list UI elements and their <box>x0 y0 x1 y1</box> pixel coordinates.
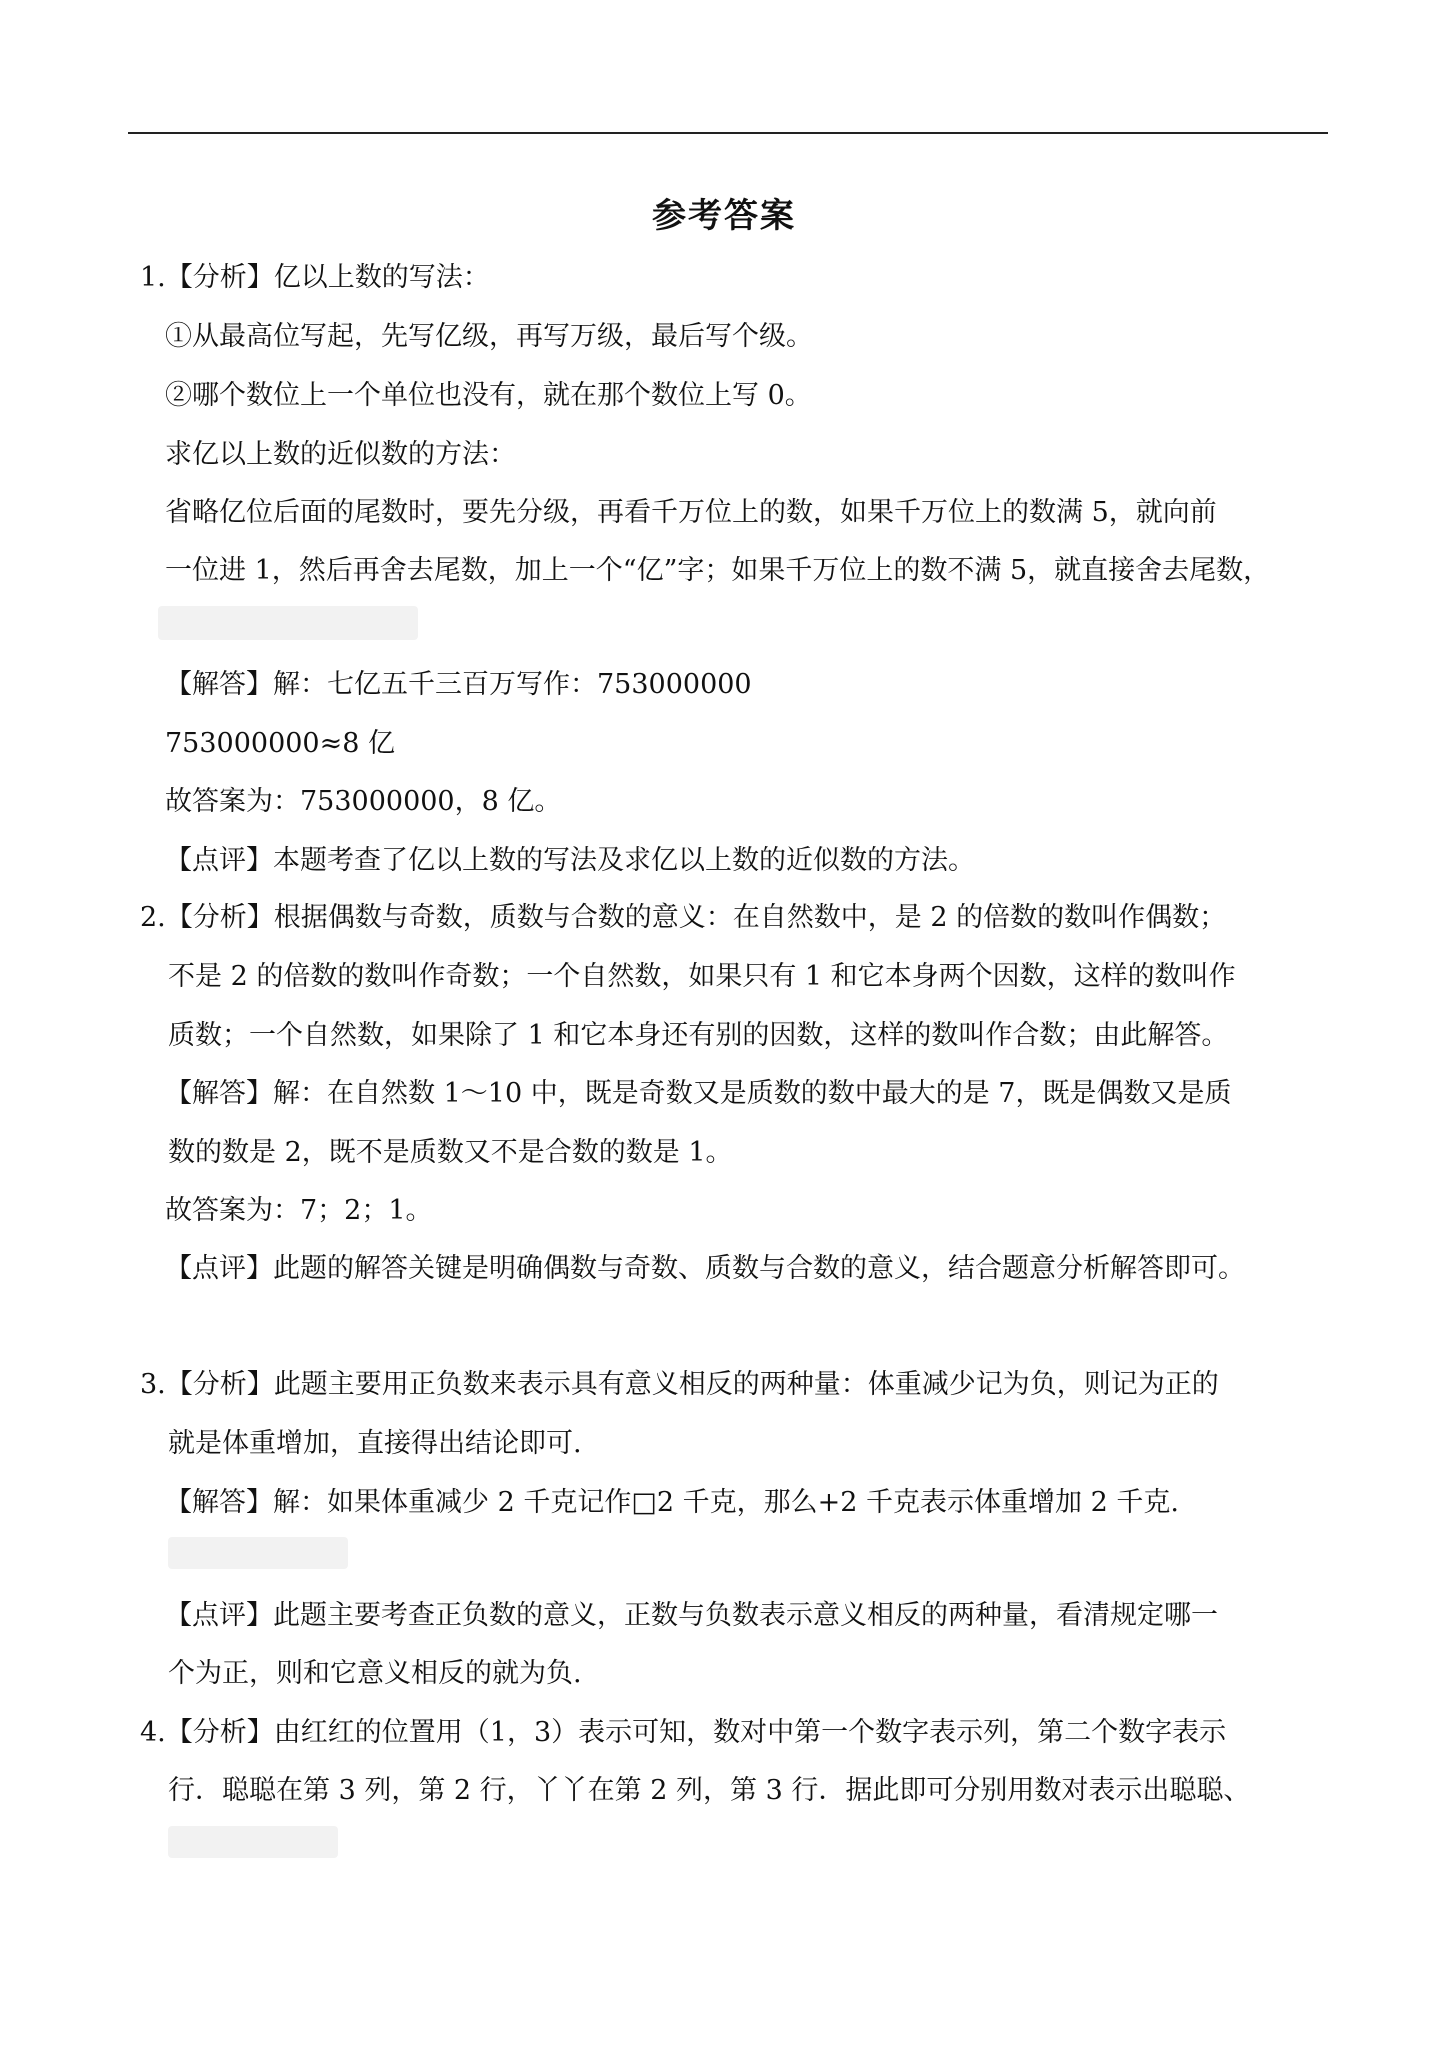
q1-answer-line: 故答案为：753000000，8 亿。 <box>165 786 562 817</box>
q1-analysis-line: 求亿以上数的近似数的方法： <box>165 439 516 470</box>
q2-answer-line: 【解答】解：在自然数 1～10 中，既是奇数又是质数的数中最大的是 7，既是偶数又是质 <box>165 1078 1232 1109</box>
q1-analysis-heading: 1.【分析】亿以上数的写法： <box>140 262 490 293</box>
q2-analysis-heading: 2.【分析】根据偶数与奇数，质数与合数的意义：在自然数中，是 2 的倍数的数叫作偶数； <box>140 902 1227 933</box>
q3-analysis-heading: 3.【分析】此题主要用正负数来表示具有意义相反的两种量：体重减少记为负，则记为正的 <box>140 1369 1219 1400</box>
header-rule <box>128 132 1328 134</box>
faded-text-region <box>158 606 418 640</box>
q3-analysis-line: 就是体重增加，直接得出结论即可. <box>168 1428 582 1459</box>
q3-comment-line: 个为正，则和它意义相反的就为负. <box>168 1658 582 1689</box>
q1-analysis-line: ②哪个数位上一个单位也没有，就在那个数位上写 0。 <box>165 380 812 411</box>
q3-answer-line: 【解答】解：如果体重减少 2 千克记作□2 千克，那么+2 千克表示体重增加 2 千克. <box>165 1487 1179 1518</box>
page-title: 参考答案 <box>652 196 796 236</box>
q1-answer-line: 【解答】解：七亿五千三百万写作：753000000 <box>165 669 752 700</box>
q2-analysis-line: 质数；一个自然数，如果除了 1 和它本身还有别的因数，这样的数叫作合数；由此解答。 <box>168 1020 1229 1051</box>
q1-answer-line: 753000000≈8 亿 <box>165 728 395 759</box>
q1-analysis-line: 省略亿位后面的尾数时，要先分级，再看千万位上的数，如果千万位上的数满 5，就向前 <box>165 497 1217 528</box>
q2-analysis-line: 不是 2 的倍数的数叫作奇数；一个自然数，如果只有 1 和它本身两个因数，这样的数叫作 <box>168 961 1236 992</box>
q2-answer-line: 数的数是 2，既不是质数又不是合数的数是 1。 <box>168 1137 733 1168</box>
q2-comment-line: 【点评】此题的解答关键是明确偶数与奇数、质数与合数的意义，结合题意分析解答即可。 <box>165 1253 1245 1284</box>
faded-text-region <box>168 1537 348 1569</box>
q4-analysis-line: 行．聪聪在第 3 列，第 2 行，丫丫在第 2 列，第 3 行．据此即可分别用数对表示出聪聪、 <box>168 1775 1251 1806</box>
q3-comment-line: 【点评】此题主要考查正负数的意义，正数与负数表示意义相反的两种量，看清规定哪一 <box>165 1600 1218 1631</box>
q1-analysis-line: ①从最高位写起，先写亿级，再写万级，最后写个级。 <box>165 321 813 352</box>
faded-text-region <box>168 1826 338 1858</box>
q1-comment-line: 【点评】本题考查了亿以上数的写法及求亿以上数的近似数的方法。 <box>165 845 975 876</box>
q4-analysis-heading: 4.【分析】由红红的位置用（1，3）表示可知，数对中第一个数字表示列，第二个数字表示 <box>140 1717 1227 1748</box>
q2-answer-line: 故答案为：7；2；1。 <box>165 1195 433 1226</box>
q1-analysis-line: 一位进 1，然后再舍去尾数，加上一个“亿”字；如果千万位上的数不满 5，就直接舍去尾数， <box>165 555 1271 586</box>
